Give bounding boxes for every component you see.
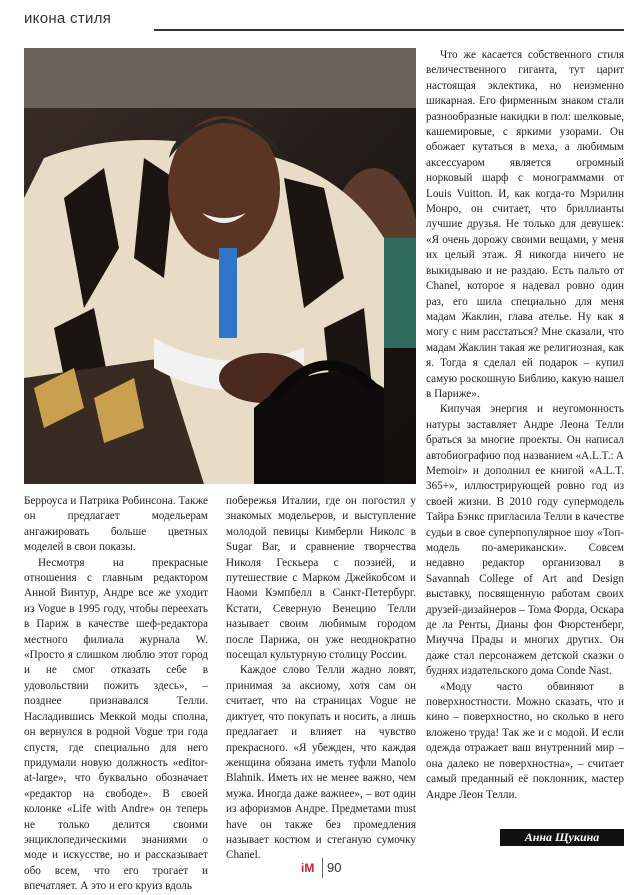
page-footer xyxy=(0,855,640,879)
page-number: 90 xyxy=(327,860,342,875)
col3-paragraph-3: «Моду часто обвиняют в поверхностности. Можно сказать, что и кино – поверхностно, но сколько в него вложено труда! Так же и с модой. И если одежда отражает ваш внутренний мир – она далеко не поверхностна», – считает самый преданный её поклонник, мастер Андре Леон Телли. xyxy=(426,680,624,801)
footer-divider xyxy=(322,858,323,878)
col3-paragraph-1: Что же касается собственного стиля величественного гиганта, тут царит настоящая эклектика, но неизменно шикарная. Его фирменным знаком стали разнообразные накидки в пол: шелковые, кашемировые, с яркими узорами. Он обожает кутаться в меха, а любимым аксессуаром является огромный норковый шарф с монограммами от Louis Vuitton. И, как когда-то Мэрилин Монро, он считает, что бриллианты лучшие друзья. Не только для девушек: «Я очень дорожу своими вещами, у меня их целый этаж. Я никогда ничего не выкидываю и не раздаю. Есть пальто от Chanel, которое я надевал ровно один раз, его шила специально для меня мадам Жаклин, глава ателье. Ну как я могу с ним расстаться? Мне сказали, что мадам Жаклин такая же религиозная, как я. Тогда я сделал ей подарок – купил самую роскошную Библию, какую нашел в Париже». xyxy=(426,49,624,400)
column-1 xyxy=(24,494,208,895)
column-2 xyxy=(226,494,416,864)
col1-paragraph-2: Несмотря на прекрасные отношения с главным редактором Анной Винтур, Андре все же уходит из Vogue в 1995 году, чтобы переехать в Париж в качестве шеф-редактора местного филиала журнала W. «Просто я слишком люблю этот город и не смог отказать себе в удовольствии пожить здесь», – позднее признавался Телли. Насладившись Меккой моды сполна, он вернулся в родной Vogue три года спустя, где специально для него придумали новую должность «editor-at-large», что буквально обозначает «редактор на свободе». В своей колонке «Life with Andre» он теперь не только делится своими энциклопедическими знаниями о моде и искусстве, но и рассказывает обо всем, что его трогает и впечатляет. А это и его круиз вдоль xyxy=(24,556,208,893)
photo-illustration xyxy=(24,48,416,484)
column-3 xyxy=(426,48,624,803)
col1-paragraph-1: Берроуса и Патрика Робинсона. Также он предлагает модельерам ангажировать больше цветных моделей в свои показы. xyxy=(24,495,208,554)
header-rule xyxy=(154,29,624,31)
col2-paragraph-1: побережья Италии, где он погостил у знакомых модельеров, и выступление молодой певицы Кимберли Николс в Sugar Bar, и сравнение творчества Николя Гескьера с поэзией, и путешествие с Марком Джейкобсом и Наоми Кэмпбелл в Санкт-Петербург. Кстати, Северную Венецию Телли называет своим любимым городом после Парижа, он уже неоднократно посещал культурную столицу России. xyxy=(226,495,416,662)
author-byline: Анна Щукина xyxy=(500,829,624,846)
magazine-logo: iM xyxy=(301,861,315,875)
section-title: икона стиля xyxy=(24,10,112,27)
col3-paragraph-2: Кипучая энергия и неугомонность натуры заставляет Андре Леона Телли браться за многие проекты. Он написал автобиографию под названием «A.L.T.: A Memoir» и дополнил ее книгой «A.L.T. 365+», иллюстрирующей ровно год из своей жизни. В 2010 году супермодель Тайра Бэнкс пригласила Телли в качестве судьи в свое суперпопулярное шоу «Топ-модель по-американски». Совсем недавно редактор организовал в Savannah College of Art and Design выставку, посвященную работам своих друзей-дизайнеров – Тома Форда, Оскара де ла Ренты, Дианы фон Фюрстенберг, Миучча Прады и многих других. Он даже стал персонажем детской сказки о буднях издательского дома Conde Nast. xyxy=(426,403,624,678)
col2-paragraph-2: Каждое слово Телли жадно ловят, принимая за аксиому, хотя сам он считает, что на страницах Vogue не диктует, что покупать и носить, а лишь предлагает и влияет на чувство прекрасного. «Я убежден, что каждая женщина обязана иметь туфли Manolo Blahnik. Иметь их не менее важно, чем мужа. Иногда даже важнее», – вот один из афоризмов Андре. Предметами must have он также без промедления называет костюм и стеганую сумочку Chanel. xyxy=(226,664,416,862)
page-header xyxy=(24,10,624,34)
photo-portrait xyxy=(24,48,416,484)
